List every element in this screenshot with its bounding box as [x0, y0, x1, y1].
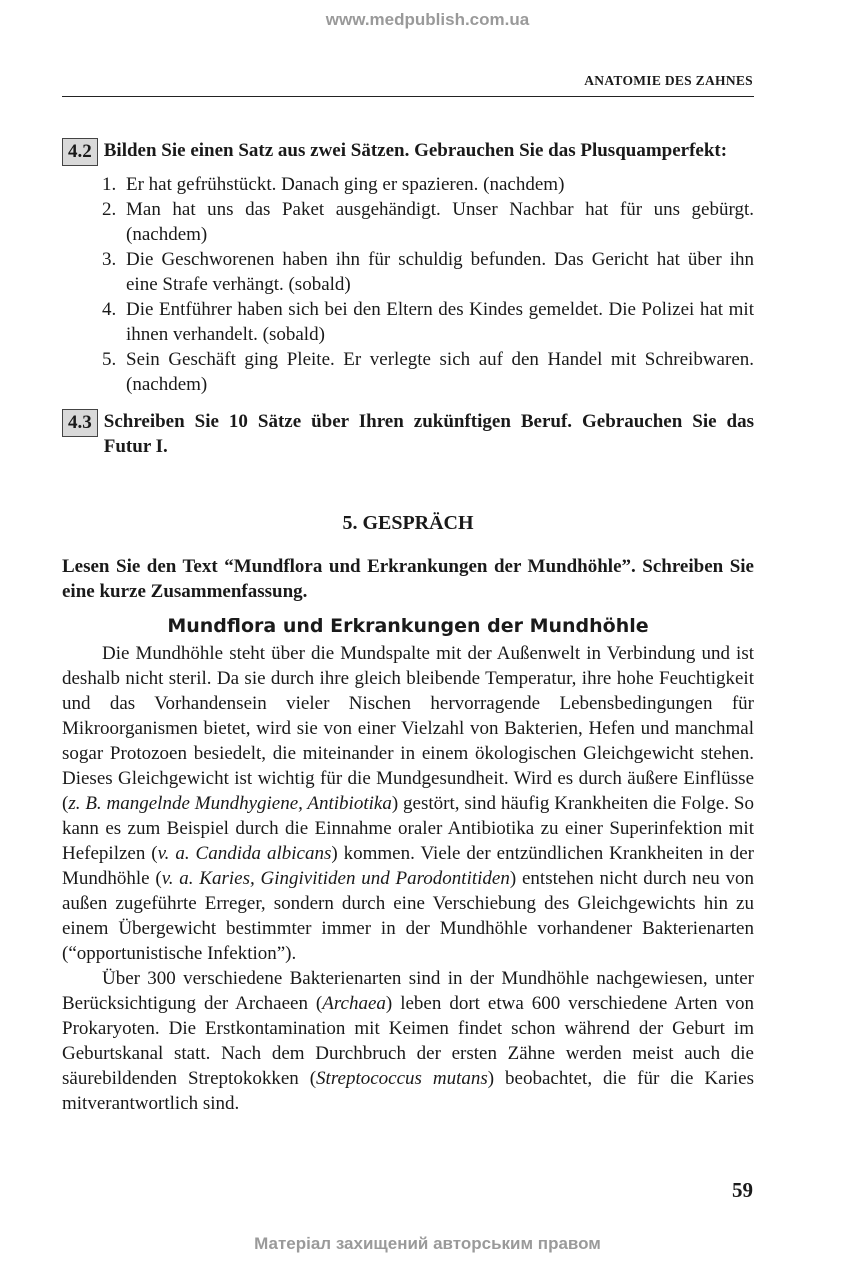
text-run: ) beobachtet, die für die Karies mitverantwortlich sind.: [62, 1068, 754, 1114]
list-item: [102, 247, 754, 297]
text-run: Die Mundhöhle steht über die Mundspalte mit der Außenwelt in Verbindung und ist deshalb nicht steril. Da sie durch ihre gleich bleibende Temperatur, ihre hohe Feuchtigkeit und das Vorhandensein vieler Nischen hervorragende Lebensbedingungen für Mikroorganismen bietet, wird sie von einer Vielzahl von Bakterien, Hefen und manchmal sogar Protozoen besiedelt, die miteinander in einem ökologischen Gleichgewicht stehen. Dieses Gleichgewicht ist wichtig für die Mundgesundheit. Wird es durch äußere Einflüsse (: [62, 643, 754, 814]
exercise-number-badge: 4.3: [62, 409, 98, 437]
text-run: ) gestört, sind häufig Krankheiten die Folge. So kann es zum Beispiel durch die Einnahme oraler Antibiotika zu einer Superinfektion mit Hefepilzen (: [62, 793, 754, 864]
item-text: Sein Geschäft ging Pleite. Er verlegte sich auf den Handel mit Schreibwaren. (nachdem): [126, 349, 754, 395]
text-run: ) leben dort etwa 600 verschiedene Arten von Prokaryoten. Die Erstkontamination mit Keimen findet schon während der Geburt im Geburtskanal statt. Nach dem Durchbruch der ersten Zähne werden meist auch die säurebildenden Streptokokken (: [62, 993, 754, 1089]
list-item: [102, 172, 754, 197]
exercise-title: Schreiben Sie 10 Sätze über Ihren zukünftigen Beruf. Gebrauchen Sie das Futur I.: [103, 411, 754, 457]
exercise-4-3: [62, 409, 754, 459]
page-content: [62, 138, 754, 1116]
text-run: Über 300 verschiedene Bakterienarten sind in der Mundhöhle nachgewiesen, unter Berücksichtigung der Archaeen (: [62, 968, 754, 1014]
item-text: Die Entführer haben sich bei den Eltern des Kindes gemeldet. Die Polizei hat mit ihnen verhandelt. (sobald): [126, 299, 754, 345]
exercise-items: [102, 172, 754, 397]
item-text: Man hat uns das Paket ausgehändigt. Unser Nachbar hat für uns gebürgt. (nachdem): [126, 199, 754, 245]
text-run: ) kommen. Viele der entzündlichen Krankheiten in der Mundhöhle (: [62, 843, 754, 889]
section-title: 5. GESPRÄCH: [342, 512, 474, 534]
item-number: 1.: [102, 174, 117, 195]
text-title: Mundflora und Erkrankungen der Mundhöhle: [167, 615, 649, 637]
item-number: 2.: [102, 199, 117, 220]
header-rule: [62, 96, 754, 97]
copyright-watermark: Матеріал захищений авторським правом: [254, 1234, 601, 1253]
task-instruction: Lesen Sie den Text “Mundflora und Erkrankungen der Mundhöhle”. Schreiben Sie eine kurze Zusammenfassung.: [62, 556, 754, 602]
page-number: 59: [732, 1178, 753, 1202]
item-number: 4.: [102, 299, 117, 320]
paragraph-2: [62, 966, 754, 1116]
italic-run: v. a. Karies, Gingivitiden und Parodontitiden: [161, 868, 510, 889]
list-item: [102, 347, 754, 397]
italic-run: z. B. mangelnde Mundhygiene, Antibiotika: [68, 793, 392, 814]
exercise-4-2: [62, 138, 754, 166]
item-number: 3.: [102, 249, 117, 270]
item-text: Die Geschworenen haben ihn für schuldig befunden. Das Gericht hat über ihn eine Strafe verhängt. (sobald): [126, 249, 754, 295]
item-text: Er hat gefrühstückt. Danach ging er spazieren. (nachdem): [126, 174, 565, 195]
text-run: ) entstehen nicht durch neu von außen zugeführte Erreger, sondern durch eine Verschiebung des Gleichgewichts hin zu einem Übergewicht bestimmter immer in der Mundhöhle vorhandener Bakterienarten (“opportunistische Infektion”).: [62, 868, 755, 964]
exercise-number-badge: 4.2: [62, 138, 98, 166]
exercise-title: Bilden Sie einen Satz aus zwei Sätzen. Gebrauchen Sie das Plusquamperfekt:: [103, 140, 728, 161]
paragraph-1: [62, 641, 754, 966]
list-item: [102, 197, 754, 247]
italic-run: Streptococcus mutans: [316, 1068, 488, 1089]
item-number: 5.: [102, 349, 117, 370]
italic-run: Archaea: [322, 993, 386, 1014]
list-item: [102, 297, 754, 347]
watermark-url: www.medpublish.com.ua: [325, 10, 530, 29]
running-head: ANATOMIE DES ZAHNES: [584, 73, 753, 88]
italic-run: v. a. Candida albicans: [157, 843, 332, 864]
